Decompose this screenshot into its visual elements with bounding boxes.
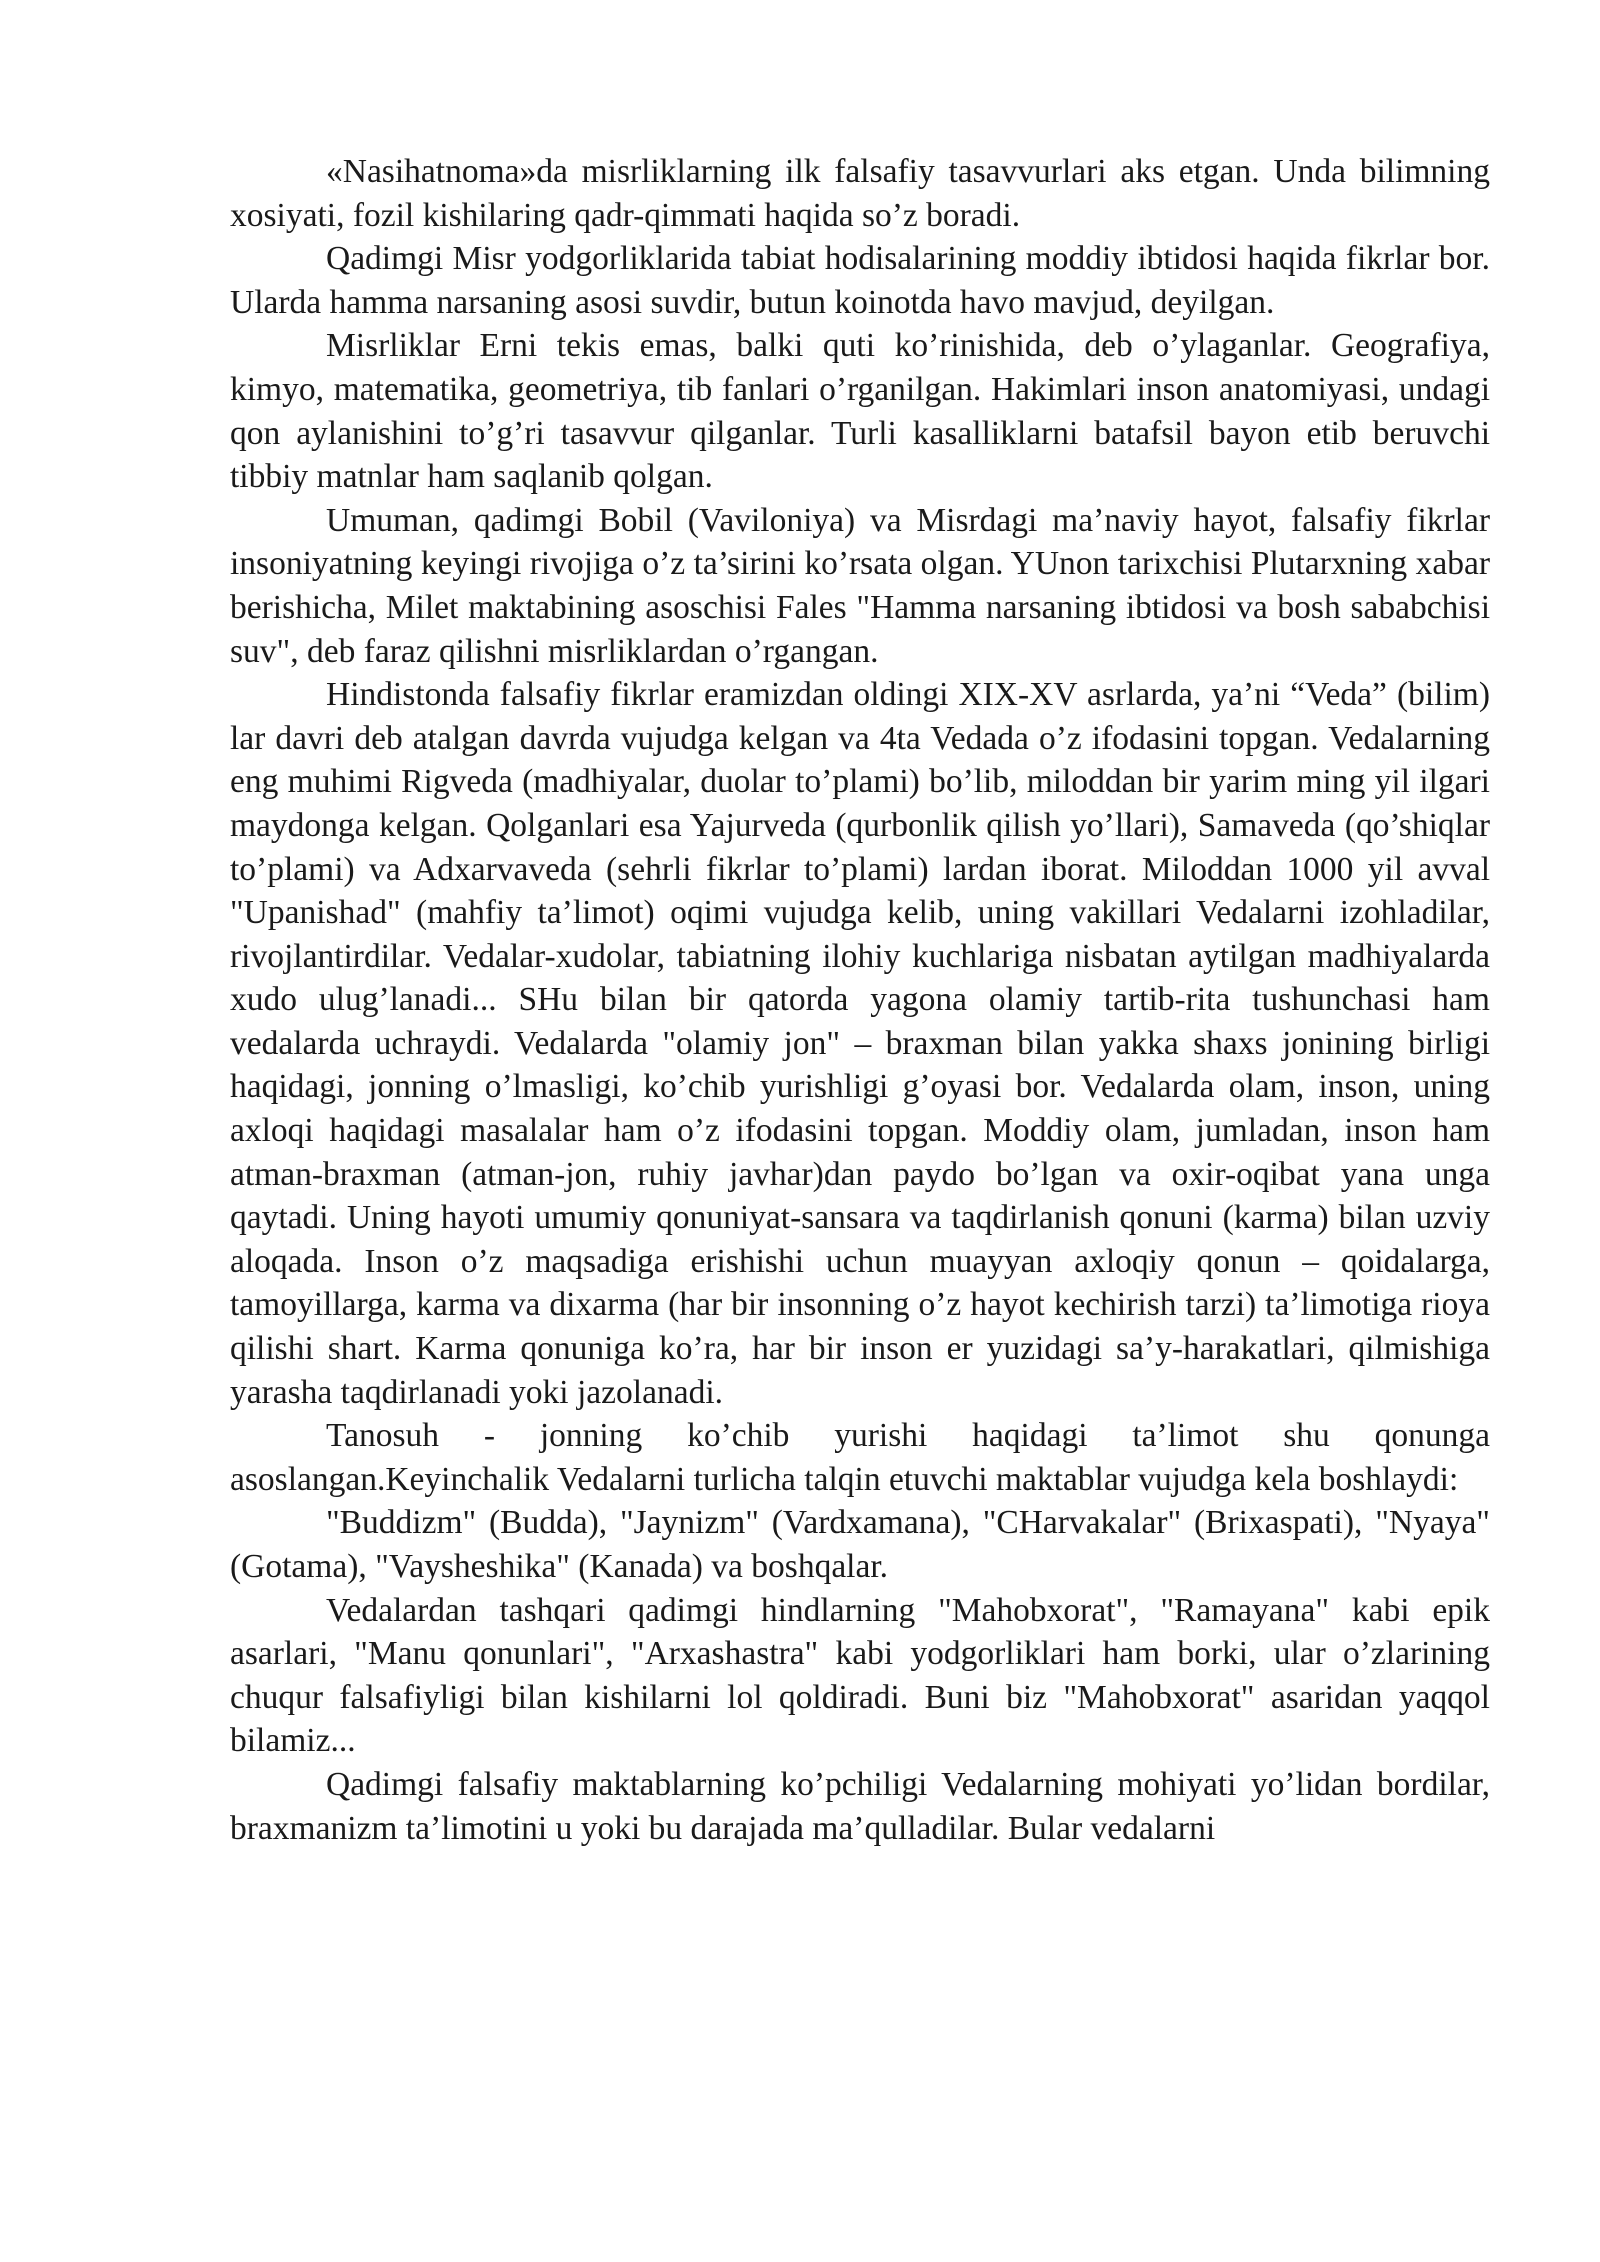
paragraph-falsafiy-maktablar: Qadimgi falsafiy maktablarning ko’pchiligi Vedalarning mohiyati yo’lidan bordilar, braxmanizm ta’limotini u yoki bu darajada ma’qulladilar. Bular vedalarni: [230, 1765, 1490, 1847]
paragraph-tanosuh: Tanosuh - jonning ko’chib yurishi haqidagi ta’limot shu qonunga asoslangan.Keyinchalik Vedalarni turlicha talqin etuvchi maktablar vujudga kela boshlaydi:: [230, 1417, 1490, 1498]
paragraph-maktablar-list: "Buddizm" (Budda), "Jaynizm" (Vardxamana), "CHarvakalar" (Brixaspati), "Nyaya" (Gotama), "Vaysheshika" (Kanada) va boshqalar.: [230, 1504, 1490, 1585]
document-page: [230, 150, 1490, 1850]
paragraph-hindiston-veda: Hindistonda falsafiy fikrlar eramizdan oldingi XIX-XV asrlarda, ya’ni “Veda” (bilim) lar davri deb atalgan davrda vujudga kelgan va 4ta Vedada o’z ifodasini topgan. Vedalarning eng muhimi Rigveda (madhiyalar, duolar to’plami) bo’lib, miloddan bir yarim ming yil ilgari maydonga kelgan. Qolganlari esa Yajurveda (qurbonlik qilish yo’llari), Samaveda (qo’shiqlar to’plami) va Adxarvaveda (sehrli fikrlar to’plami) lardan iborat. Miloddan 1000 yil avval "Upanishad" (mahfiy ta’limot) oqimi vujudga kelib, uning vakillari Vedalarni izohladilar, rivojlantirdilar. Vedalar-xudolar, tabiatning ilohiy kuchlariga nisbatan aytilgan madhiyalarda xudo ulug’lanadi... SHu bilan bir qatorda yagona olamiy tartib-rita tushunchasi ham vedalarda uchraydi. Vedalarda "olamiy jon" – braxman bilan yakka shaxs jonining birligi haqidagi, jonning o’lmasligi, ko’chib yurishligi g’oyasi bor. Vedalarda olam, inson, uning axloqi haqidagi masalalar ham o’z ifodasini topgan. Moddiy olam, jumladan, inson ham atman-braxman (atman-jon, ruhiy javhar)dan paydo bo’lgan va oxir-oqibat yana unga qaytadi. Uning hayoti umumiy qonuniyat-sansara va taqdirlanish qonuni (karma) bilan uzviy aloqada. Inson o’z maqsadiga erishishi uchun muayyan axloqiy qonun – qoidalarga, tamoyillarga, karma va dixarma (har bir insonning o’z hayot kechirish tarzi) ta’limotiga rioya qilishi shart. Karma qonuniga ko’ra, har bir inson er yuzidagi sa’y-harakatlari, qilmishiga yarasha taqdirlanadi yoki jazolanadi.: [230, 676, 1490, 1411]
paragraph-misr-yodgorliklari: Qadimgi Misr yodgorliklarida tabiat hodisalarining moddiy ibtidosi haqida fikrlar bor. Ularda hamma narsaning asosi suvdir, butun koinotda havo mavjud, deyilgan.: [230, 240, 1490, 321]
paragraph-nasihatnoma: «Nasihatnoma»da misrliklarning ilk falsafiy tasavvurlari aks etgan. Unda bilimning xosiyati, fozil kishilaring qadr-qimmati haqida so’z boradi.: [230, 153, 1490, 234]
paragraph-bobil-misr: Umuman, qadimgi Bobil (Vaviloniya) va Misrdagi ma’naviy hayot, falsafiy fikrlar insoniyatning keyingi rivojiga o’z ta’sirini ko’rsata olgan. YUnon tarixchisi Plutarxning xabar berishicha, Milet maktabining asoschisi Fales "Hamma narsaning ibtidosi va bosh sababchisi suv", deb faraz qilishni misrliklardan o’rgangan.: [230, 501, 1490, 670]
paragraph-epik-asarlar: Vedalardan tashqari qadimgi hindlarning "Mahobxorat", "Ramayana" kabi epik asarlari, "Manu qonunlari", "Arxashastra" kabi yodgorliklari ham borki, ular o’zlarining chuqur falsafiyligi bilan kishilarni lol qoldiradi. Buni biz "Mahobxorat" asaridan yaqqol bilamiz...: [230, 1591, 1490, 1760]
paragraph-misrliklar-erni: Misrliklar Erni tekis emas, balki quti ko’rinishida, deb o’ylaganlar. Geografiya, kimyo, matematika, geometriya, tib fanlari o’rganilgan. Hakimlari inson anatomiyasi, undagi qon aylanishini to’g’ri tasavvur qilganlar. Turli kasalliklarni batafsil bayon etib beruvchi tibbiy matnlar ham saqlanib qolgan.: [230, 327, 1490, 496]
